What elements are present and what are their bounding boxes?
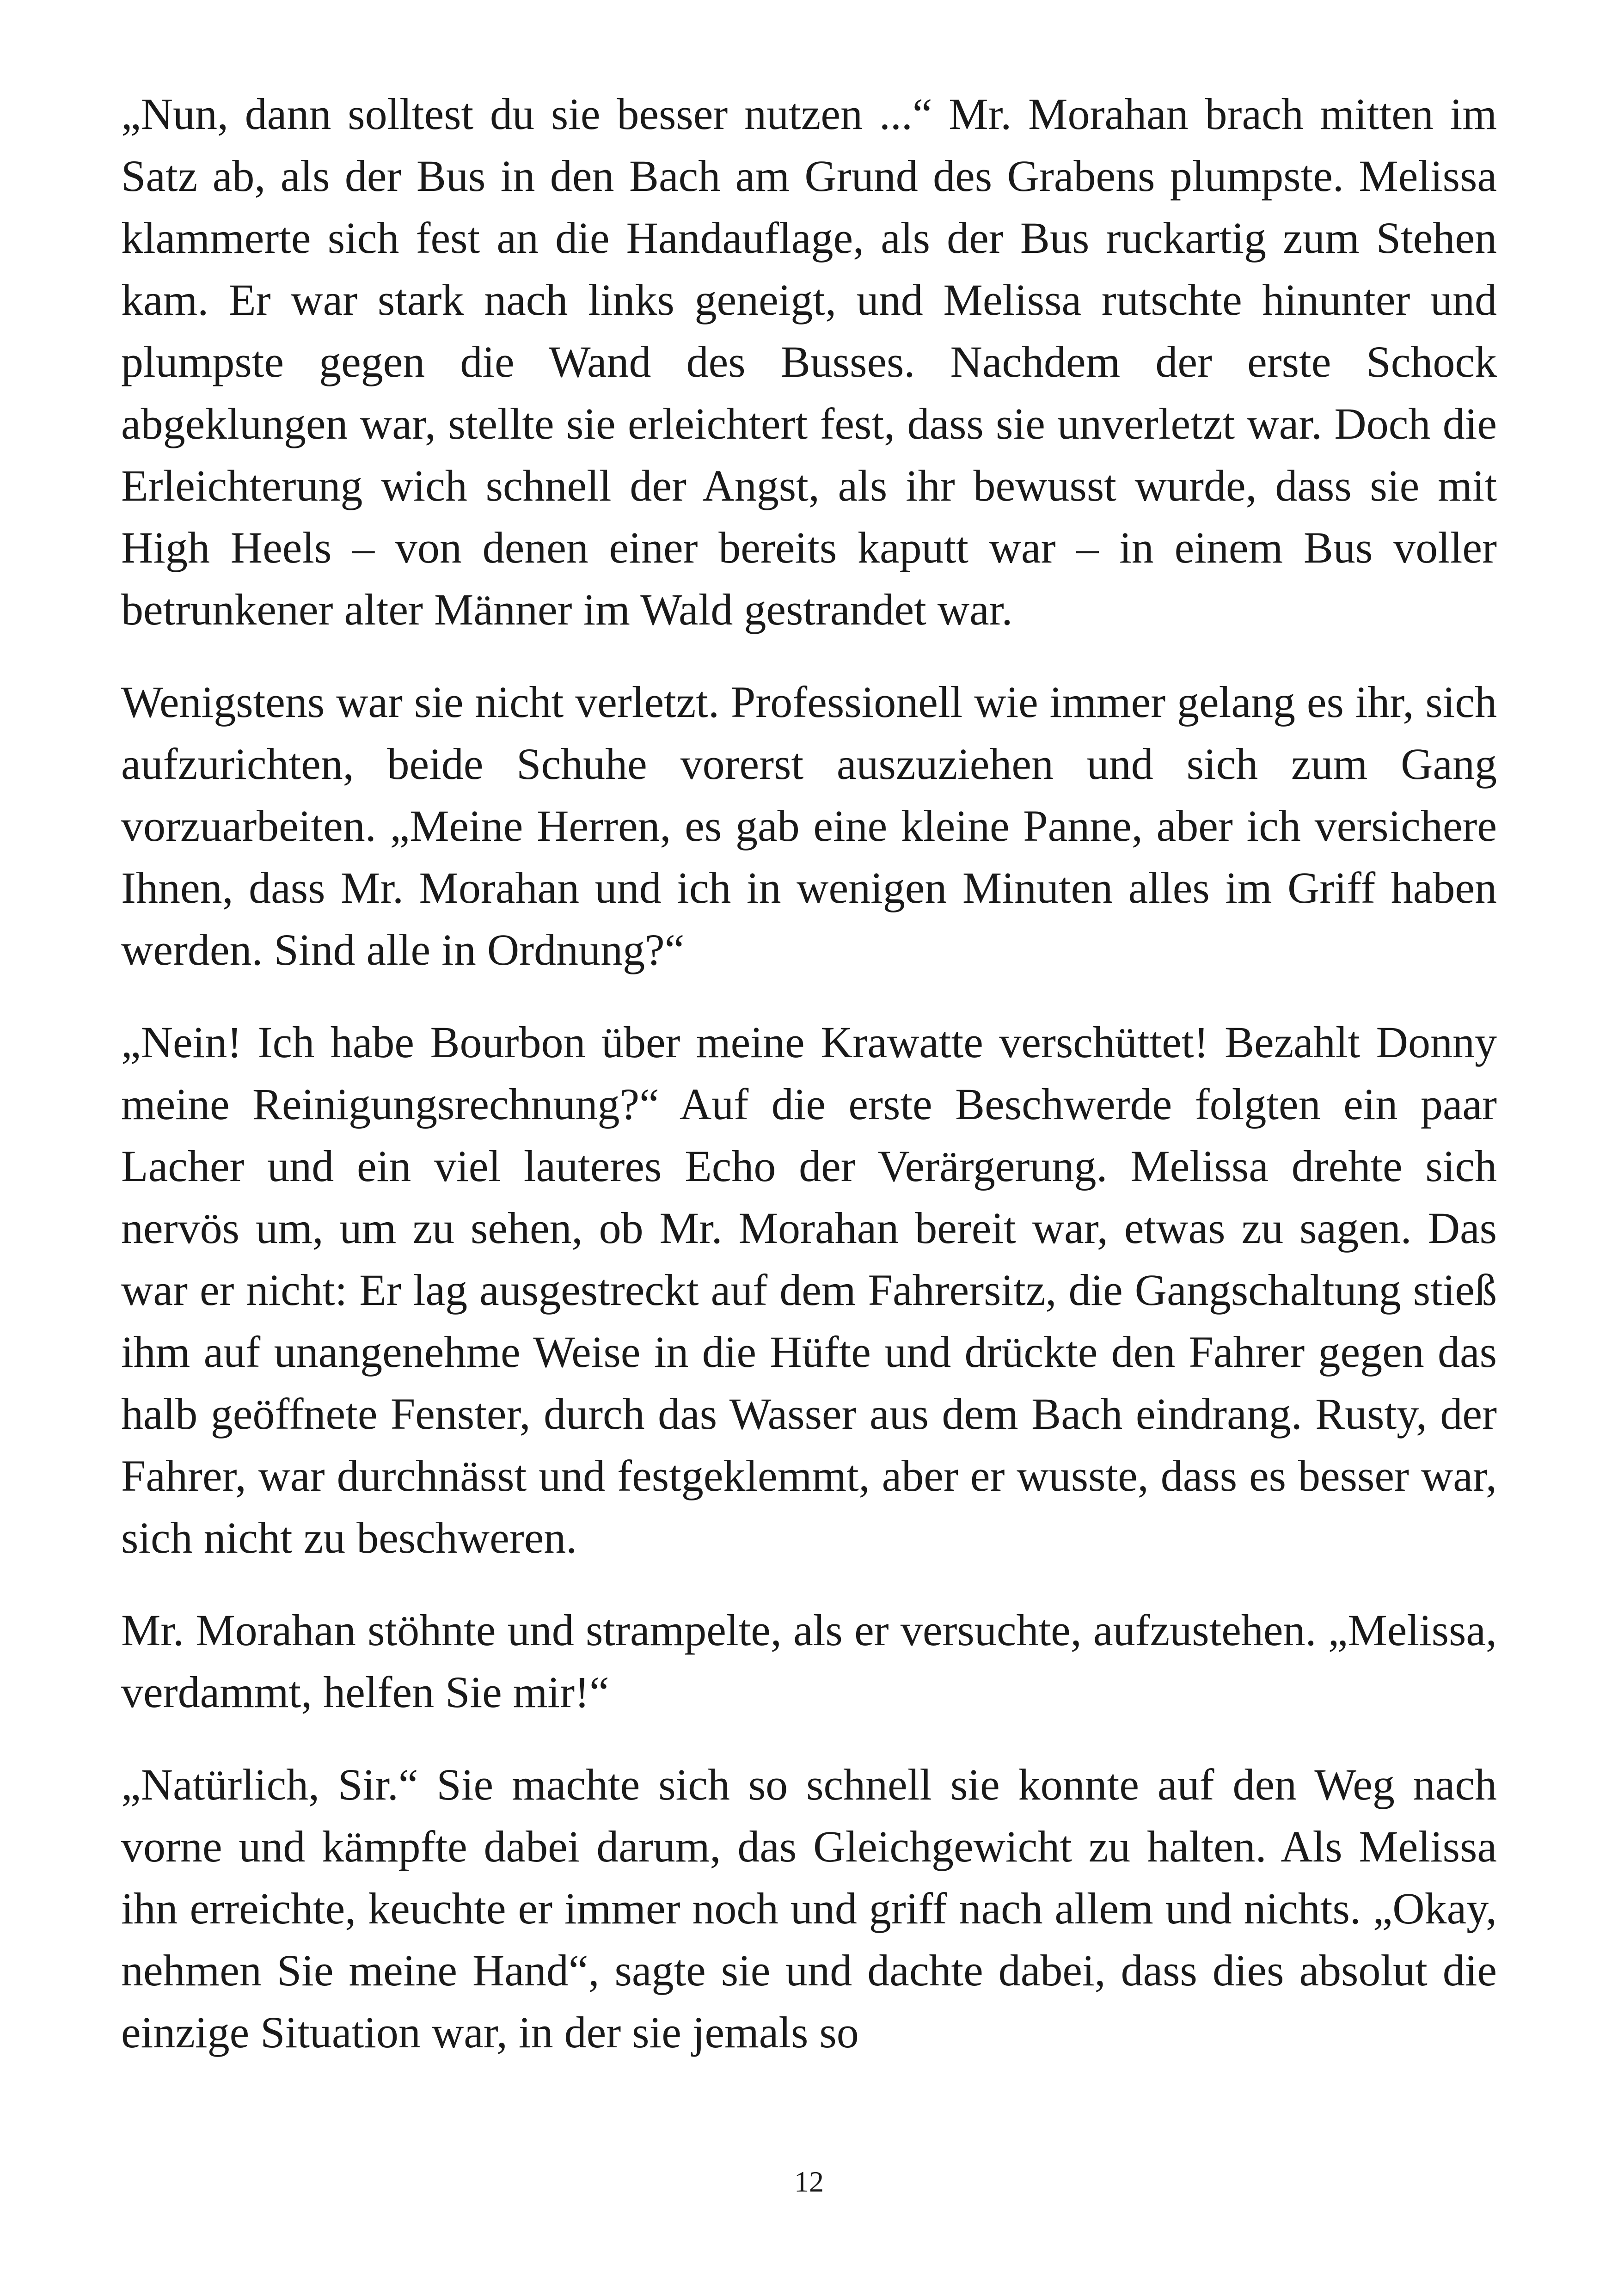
page-body <box>121 83 1497 2063</box>
paragraph-1: „Nun, dann solltest du sie besser nutzen ...“ Mr. Morahan brach mitten im Satz ab, als der Bus in den Bach am Grund des Grabens plumpste. Melissa klammerte sich fest an die Handauflage, als der Bus ruckartig zum Stehen kam. Er war stark nach links geneigt, und Melissa rutschte hinunter und plumpste gegen die Wand des Busses. Nachdem der erste Schock abgeklungen war, stellte sie erleichtert fest, dass sie unverletzt war. Doch die Erleichterung wich schnell der Angst, als ihr bewusst wurde, dass sie mit High Heels – von denen einer bereits kaputt war – in einem Bus voller betrunkener alter Männer im Wald gestrandet war. <box>121 89 1497 634</box>
paragraph-2: Wenigstens war sie nicht verletzt. Professionell wie immer gelang es ihr, sich aufzurichten, beide Schuhe vorerst auszuziehen und sich zum Gang vorzuarbeiten. „Meine Herren, es gab eine kleine Panne, aber ich versichere Ihnen, dass Mr. Morahan und ich in wenigen Minuten alles im Griff haben werden. Sind alle in Ordnung?“ <box>121 677 1497 974</box>
paragraph-4: Mr. Morahan stöhnte und strampelte, als er versuchte, aufzustehen. „Melissa, verdammt, helfen Sie mir!“ <box>121 1605 1497 1717</box>
page-number: 12 <box>794 2165 824 2198</box>
paragraph-3: „Nein! Ich habe Bourbon über meine Krawatte verschüttet! Bezahlt Donny meine Reinigungsrechnung?“ Auf die erste Beschwerde folgten ein paar Lacher und ein viel lauteres Echo der Verärgerung. Melissa drehte sich nervös um, um zu sehen, ob Mr. Morahan bereit war, etwas zu sagen. Das war er nicht: Er lag ausgestreckt auf dem Fahrersitz, die Gangschaltung stieß ihm auf unangenehme Weise in die Hüfte und drückte den Fahrer gegen das halb geöffnete Fenster, durch das Wasser aus dem Bach eindrang. Rusty, der Fahrer, war durchnässt und festgeklemmt, aber er wusste, dass es besser war, sich nicht zu beschweren. <box>121 1017 1497 1562</box>
paragraph-5: „Natürlich, Sir.“ Sie machte sich so schnell sie konnte auf den Weg nach vorne und kämpfte dabei darum, das Gleichgewicht zu halten. Als Melissa ihn erreichte, keuchte er immer noch und griff nach allem und nichts. „Okay, nehmen Sie meine Hand“, sagte sie und dachte dabei, dass dies absolut die einzige Situation war, in der sie jemals so <box>121 1760 1497 2057</box>
